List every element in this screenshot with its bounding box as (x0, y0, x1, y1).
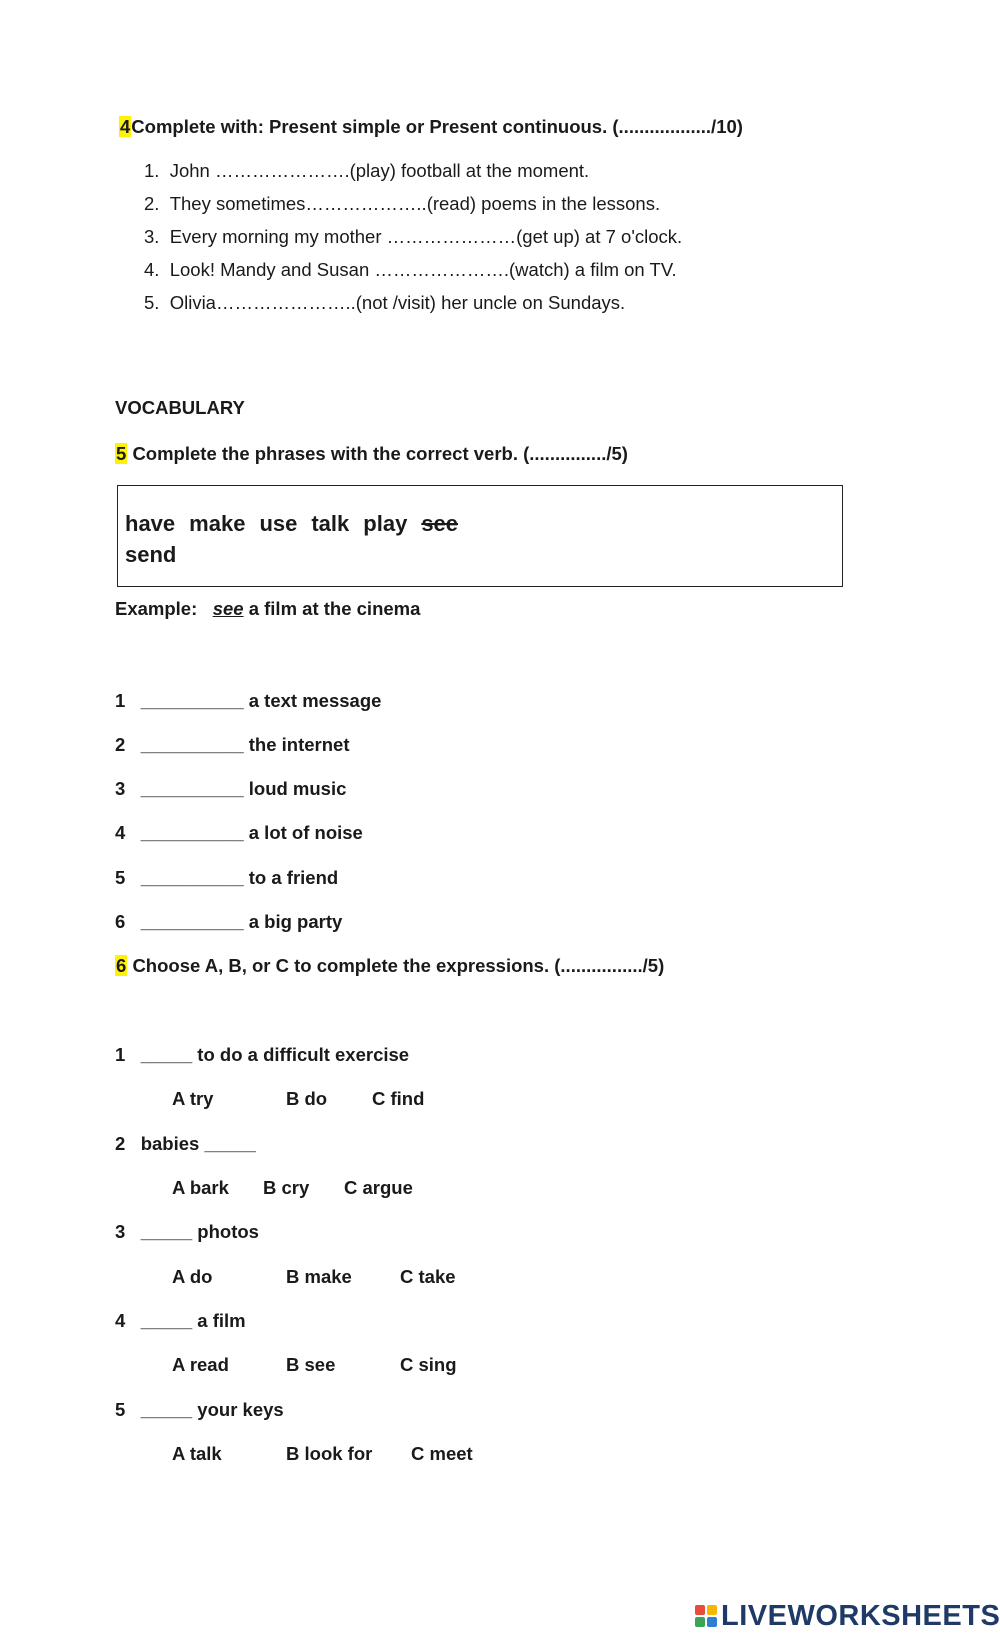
question-number: 1 (115, 1044, 126, 1065)
vocab-item-phrase: a lot of noise (248, 822, 363, 843)
vocab-item-blank: __________ (140, 734, 244, 755)
q4-option-a: A read (172, 1354, 229, 1375)
q4-option-c: C sing (400, 1354, 457, 1375)
section-4-item-4: 4. Look! Mandy and Susan ………………….(watch) a film on TV. (144, 259, 677, 280)
section-4-item-1: 1. John ………………….(play) football at the moment. (144, 160, 590, 181)
question-text: _____ to do a difficult exercise (140, 1044, 410, 1065)
example-line (115, 598, 420, 620)
choice-question-3 (115, 1221, 259, 1243)
vocab-item-phrase: the internet (248, 734, 350, 755)
section-6-number: 6 (116, 955, 127, 976)
word-send: send (125, 542, 177, 567)
vocab-item-phrase: a text message (248, 690, 382, 711)
section-4-number: 4 (120, 116, 131, 137)
vocab-item-blank: __________ (140, 822, 244, 843)
word-use: use (259, 511, 298, 536)
vocab-item-1 (115, 690, 381, 712)
vocab-item-number: 1 (115, 690, 126, 711)
example-word: see (212, 598, 244, 619)
question-text: babies _____ (140, 1133, 256, 1154)
section-6-title: Choose A, B, or C to complete the expressions. (................/5) (132, 955, 665, 976)
liveworksheets-logo[interactable] (695, 1600, 1000, 1632)
question-number: 2 (115, 1133, 126, 1154)
vocab-item-number: 2 (115, 734, 126, 755)
word-box-words (125, 508, 545, 570)
q3-option-a: A do (172, 1266, 213, 1287)
vocabulary-heading: VOCABULARY (115, 397, 245, 418)
section-5-title: Complete the phrases with the correct verb. (.............../5) (132, 443, 628, 464)
question-number: 4 (115, 1310, 126, 1331)
vocab-item-number: 4 (115, 822, 126, 843)
choice-question-1 (115, 1044, 409, 1066)
section-4-item-2: 2. They sometimes………………..(read) poems in the lessons. (144, 193, 661, 214)
choice-question-2 (115, 1133, 256, 1155)
vocab-item-phrase: a big party (248, 911, 343, 932)
question-text: _____ your keys (140, 1399, 284, 1420)
vocab-item-number: 6 (115, 911, 126, 932)
word-play: play (363, 511, 408, 536)
vocab-item-blank: __________ (140, 867, 244, 888)
question-number: 3 (115, 1221, 126, 1242)
choice-question-4 (115, 1310, 246, 1332)
vocab-item-phrase: loud music (248, 778, 347, 799)
q5-option-c: C meet (411, 1443, 473, 1464)
logo-text: LIVEWORKSHEETS (721, 1599, 1000, 1632)
logo-grid-icon (695, 1605, 717, 1627)
q3-option-c: C take (400, 1266, 456, 1287)
vocab-item-blank: __________ (140, 690, 244, 711)
choice-question-5 (115, 1399, 284, 1421)
question-text: _____ a film (140, 1310, 246, 1331)
question-number: 5 (115, 1399, 126, 1420)
section-6-heading (115, 955, 664, 977)
section-4-item-3: 3. Every morning my mother …………………(get up) at 7 o'clock. (144, 226, 683, 247)
section-4-item-5: 5. Olivia…………………..(not /visit) her uncle on Sundays. (144, 292, 626, 313)
section-5-number: 5 (116, 443, 127, 464)
q2-option-a: A bark (172, 1177, 229, 1198)
word-have: have (125, 511, 176, 536)
q3-option-b: B make (286, 1266, 352, 1287)
q1-option-a: A try (172, 1088, 214, 1109)
word-see-crossed: see (421, 511, 459, 536)
vocab-item-2 (115, 734, 349, 756)
q1-option-b: B do (286, 1088, 328, 1109)
word-make: make (189, 511, 246, 536)
vocab-item-blank: __________ (140, 911, 244, 932)
example-label: Example: (115, 598, 198, 619)
section-5-heading (115, 443, 628, 465)
vocab-item-3 (115, 778, 346, 800)
section-4-title: Complete with: Present simple or Present continuous. (................../10) (131, 116, 743, 137)
vocab-item-5 (115, 867, 338, 889)
vocab-item-blank: __________ (140, 778, 244, 799)
vocab-item-number: 3 (115, 778, 126, 799)
vocab-item-4 (115, 822, 363, 844)
q2-option-c: C argue (344, 1177, 413, 1198)
vocab-item-6 (115, 911, 342, 933)
word-box (117, 485, 843, 587)
q5-option-a: A talk (172, 1443, 222, 1464)
q5-option-b: B look for (286, 1443, 373, 1464)
q4-option-b: B see (286, 1354, 336, 1375)
vocab-item-number: 5 (115, 867, 126, 888)
q2-option-b: B cry (263, 1177, 310, 1198)
vocab-item-phrase: to a friend (248, 867, 339, 888)
question-text: _____ photos (140, 1221, 259, 1242)
word-talk: talk (311, 511, 350, 536)
section-4-heading (119, 116, 743, 138)
example-rest: a film at the cinema (243, 598, 421, 619)
q1-option-c: C find (372, 1088, 425, 1109)
